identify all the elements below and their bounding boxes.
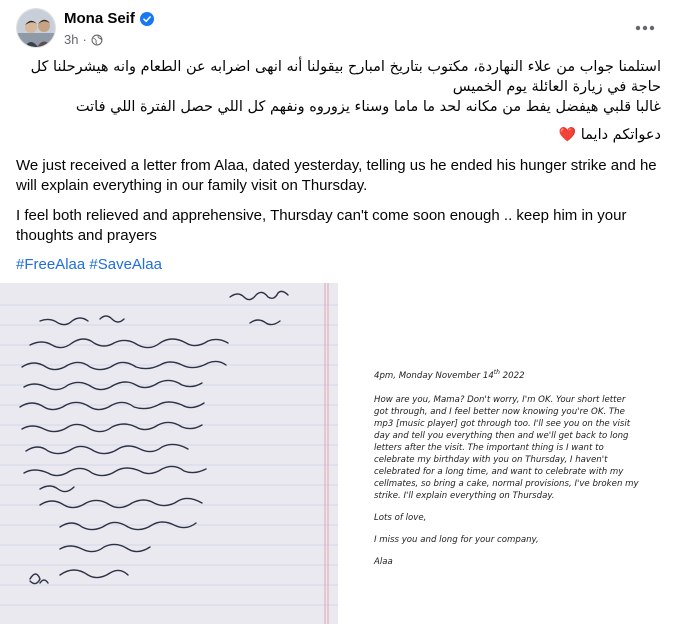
hashtags [16, 255, 661, 275]
letter-date: 4pm, Monday November 14th 2022 [374, 369, 525, 381]
english-paragraph-2: I feel both relieved and apprehensive, Thursday can't come soon enough .. keep him in your thoughts and prayers [16, 207, 627, 244]
author-name[interactable]: Mona Seif [64, 10, 135, 27]
more-options-icon [635, 25, 655, 31]
english-paragraph-1: We just received a letter from Alaa, dated yesterday, telling us he ended his hunger strike and he will explain everything in our family visit on Thursday. [16, 157, 657, 194]
verified-badge-icon [140, 12, 154, 26]
avatar[interactable] [16, 8, 56, 48]
post-body [16, 57, 661, 275]
handwritten-letter-image [0, 283, 338, 624]
translated-letter-text [374, 367, 640, 578]
hashtag-savealaa[interactable]: #SaveAlaa [89, 256, 162, 273]
more-options-button[interactable] [629, 12, 661, 44]
meta-separator: · [82, 32, 87, 47]
translated-letter-image[interactable] [341, 283, 677, 624]
letter-signature: Alaa [374, 556, 393, 567]
red-heart-emoji: ❤️ [558, 127, 577, 143]
letter-closing: Lots of love, [374, 512, 427, 523]
hashtag-freealaa[interactable]: #FreeAlaa [16, 256, 86, 273]
letter-ps: I miss you and long for your company, [374, 534, 539, 545]
globe-icon [91, 34, 103, 46]
post-timestamp[interactable]: 3h [64, 32, 79, 47]
handwritten-letter-photo[interactable] [0, 283, 338, 624]
arabic-paragraph-3 [16, 125, 661, 145]
post-images [0, 283, 677, 624]
letter-body: How are you, Mama? Don't worry, I'm OK. Your short letter got through, and I feel better now knowing you're OK. The mp3 [music player] got through too. I'll see you on the visit day and tell you everything then and we'll get back to long letters after the visit. The important thing is I want to celebrate my birthday with you on Thursday, I haven't celebrated for a long time, and want to celebrate with my cellmates, so bring a cake, normal provisions, I've broken my strike. I'll explain everything on Thursday. [374, 394, 639, 501]
arabic-prayer-text: دعواتكم دايما [580, 127, 661, 143]
post-header [16, 8, 661, 48]
arabic-paragraph-2: غالبا قلبي هيفضل يفط من مكانه لحد ما ماما وسناء يزوروه ونفهم كل اللي حصل الفترة اللي فاتت [75, 99, 661, 115]
arabic-paragraph-1: استلمنا جواب من علاء النهاردة، مكتوب بتاريخ امبارح بيقولنا أنه انهى اضرابه عن الطعام وانه هيشرحلنا كل حاجة في زيارة العائلة يوم الخميس [30, 59, 661, 95]
